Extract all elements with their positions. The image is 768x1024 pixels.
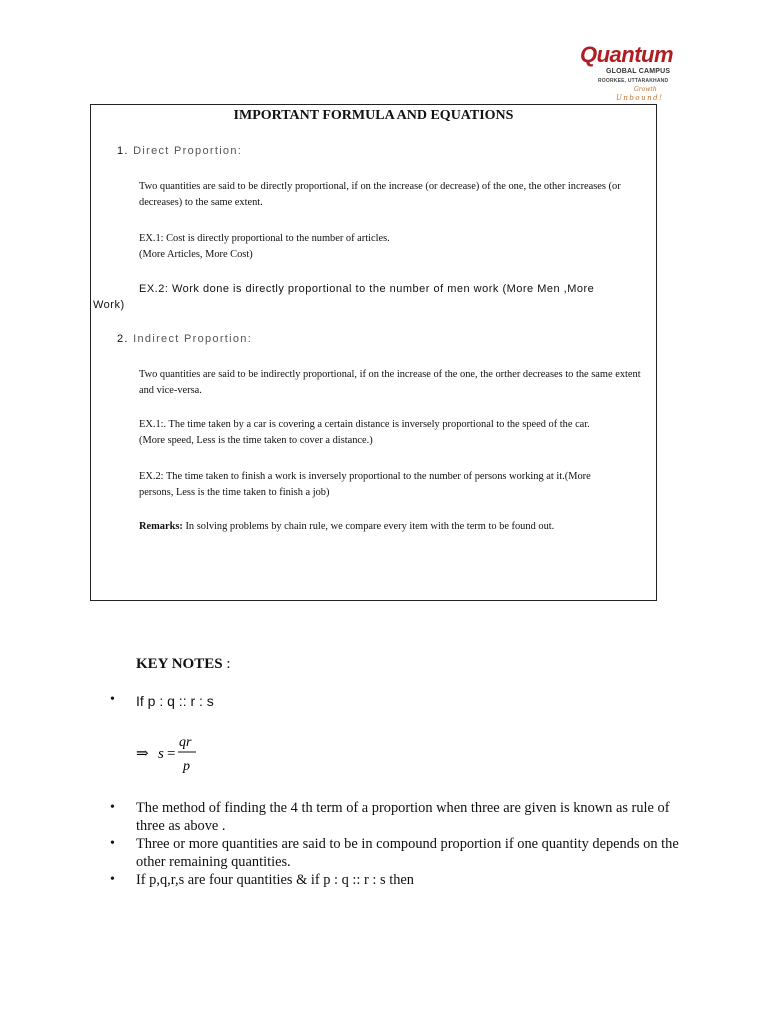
key-notes-heading (136, 656, 230, 673)
box-title: IMPORTANT FORMULA AND EQUATIONS (233, 108, 514, 123)
key-note-1: If p : q :: r : s (136, 693, 214, 709)
bullet-marker: • (110, 836, 115, 851)
quantum-logo (574, 42, 694, 106)
direct-example-2-line-1: EX.2: Work done is directly proportional to the number of men work (More Men ,More (139, 283, 595, 295)
indirect-example-1 (139, 417, 651, 449)
key-note-2: The method of finding the 4 th term of a proportion when three are given is known as rule of three as above . (136, 800, 670, 834)
direct-example-1-line-2: (More Articles, More Cost) (139, 249, 253, 260)
bullet-marker: • (110, 800, 115, 815)
remarks (139, 519, 651, 535)
indirect-example-1-line-1: EX.1:. The time taken by a car is covering a certain distance is inversely proportional to the speed of the car. (139, 419, 590, 430)
logo-tagline-growth: Growth (634, 86, 657, 93)
section-label: Indirect Proportion: (133, 333, 253, 345)
section-number: 1. (117, 145, 129, 157)
remarks-label: Remarks: (139, 521, 183, 532)
formula-numerator: qr (179, 735, 192, 750)
direct-example-1 (139, 231, 651, 263)
key-note-3: Three or more quantities are said to be in compound proportion if one quantity depends on the other remaining quantities. (136, 836, 679, 870)
logo-campus-text: GLOBAL CAMPUS (606, 68, 671, 75)
direct-example-2-line-2: Work) (93, 299, 125, 311)
implies-arrow: ⇒ (136, 744, 149, 762)
formula-equals: = (167, 746, 176, 762)
direct-example-1-line-1: EX.1: Cost is directly proportional to the number of articles. (139, 233, 390, 244)
formula-lhs: s (158, 746, 164, 762)
section-indirect-heading (117, 333, 252, 345)
bullet-marker: • (110, 872, 115, 887)
section-direct-heading (117, 145, 242, 157)
key-notes-colon: : (222, 656, 231, 672)
section-label: Direct Proportion: (133, 145, 243, 157)
indirect-example-2 (139, 469, 651, 501)
indirect-example-1-line-2: (More speed, Less is the time taken to cover a distance.) (139, 435, 373, 446)
indirect-definition: Two quantities are said to be indirectly proportional, if on the increase of the one, the orther decreases to the same extent and vice-versa. (139, 369, 641, 396)
key-note-4: If p,q,r,s are four quantities & if p : q :: r : s then (136, 872, 414, 888)
bullet-marker: • (110, 692, 115, 707)
logo-location-text: ROORKEE, UTTARAKHAND (598, 78, 669, 84)
key-notes-title: KEY NOTES (136, 656, 223, 672)
remarks-text: In solving problems by chain rule, we compare every item with the term to be found out. (182, 521, 555, 532)
formula-s-equals-qr-over-p (136, 732, 216, 776)
logo-wordmark: Quantum (580, 42, 674, 67)
indirect-example-2-line-1: EX.2: The time taken to finish a work is inversely proportional to the number of persons working at it.(More (139, 471, 591, 482)
section-number: 2. (117, 333, 129, 345)
indirect-example-2-line-2: persons, Less is the time taken to finish a job) (139, 487, 330, 498)
formula-box (90, 104, 657, 601)
formula-denominator: p (183, 759, 190, 774)
direct-definition: Two quantities are said to be directly proportional, if on the increase (or decrease) of the one, the other increases (or decreases) to the same extent. (139, 181, 621, 208)
logo-tagline-unbound: Unbound! (616, 94, 664, 102)
